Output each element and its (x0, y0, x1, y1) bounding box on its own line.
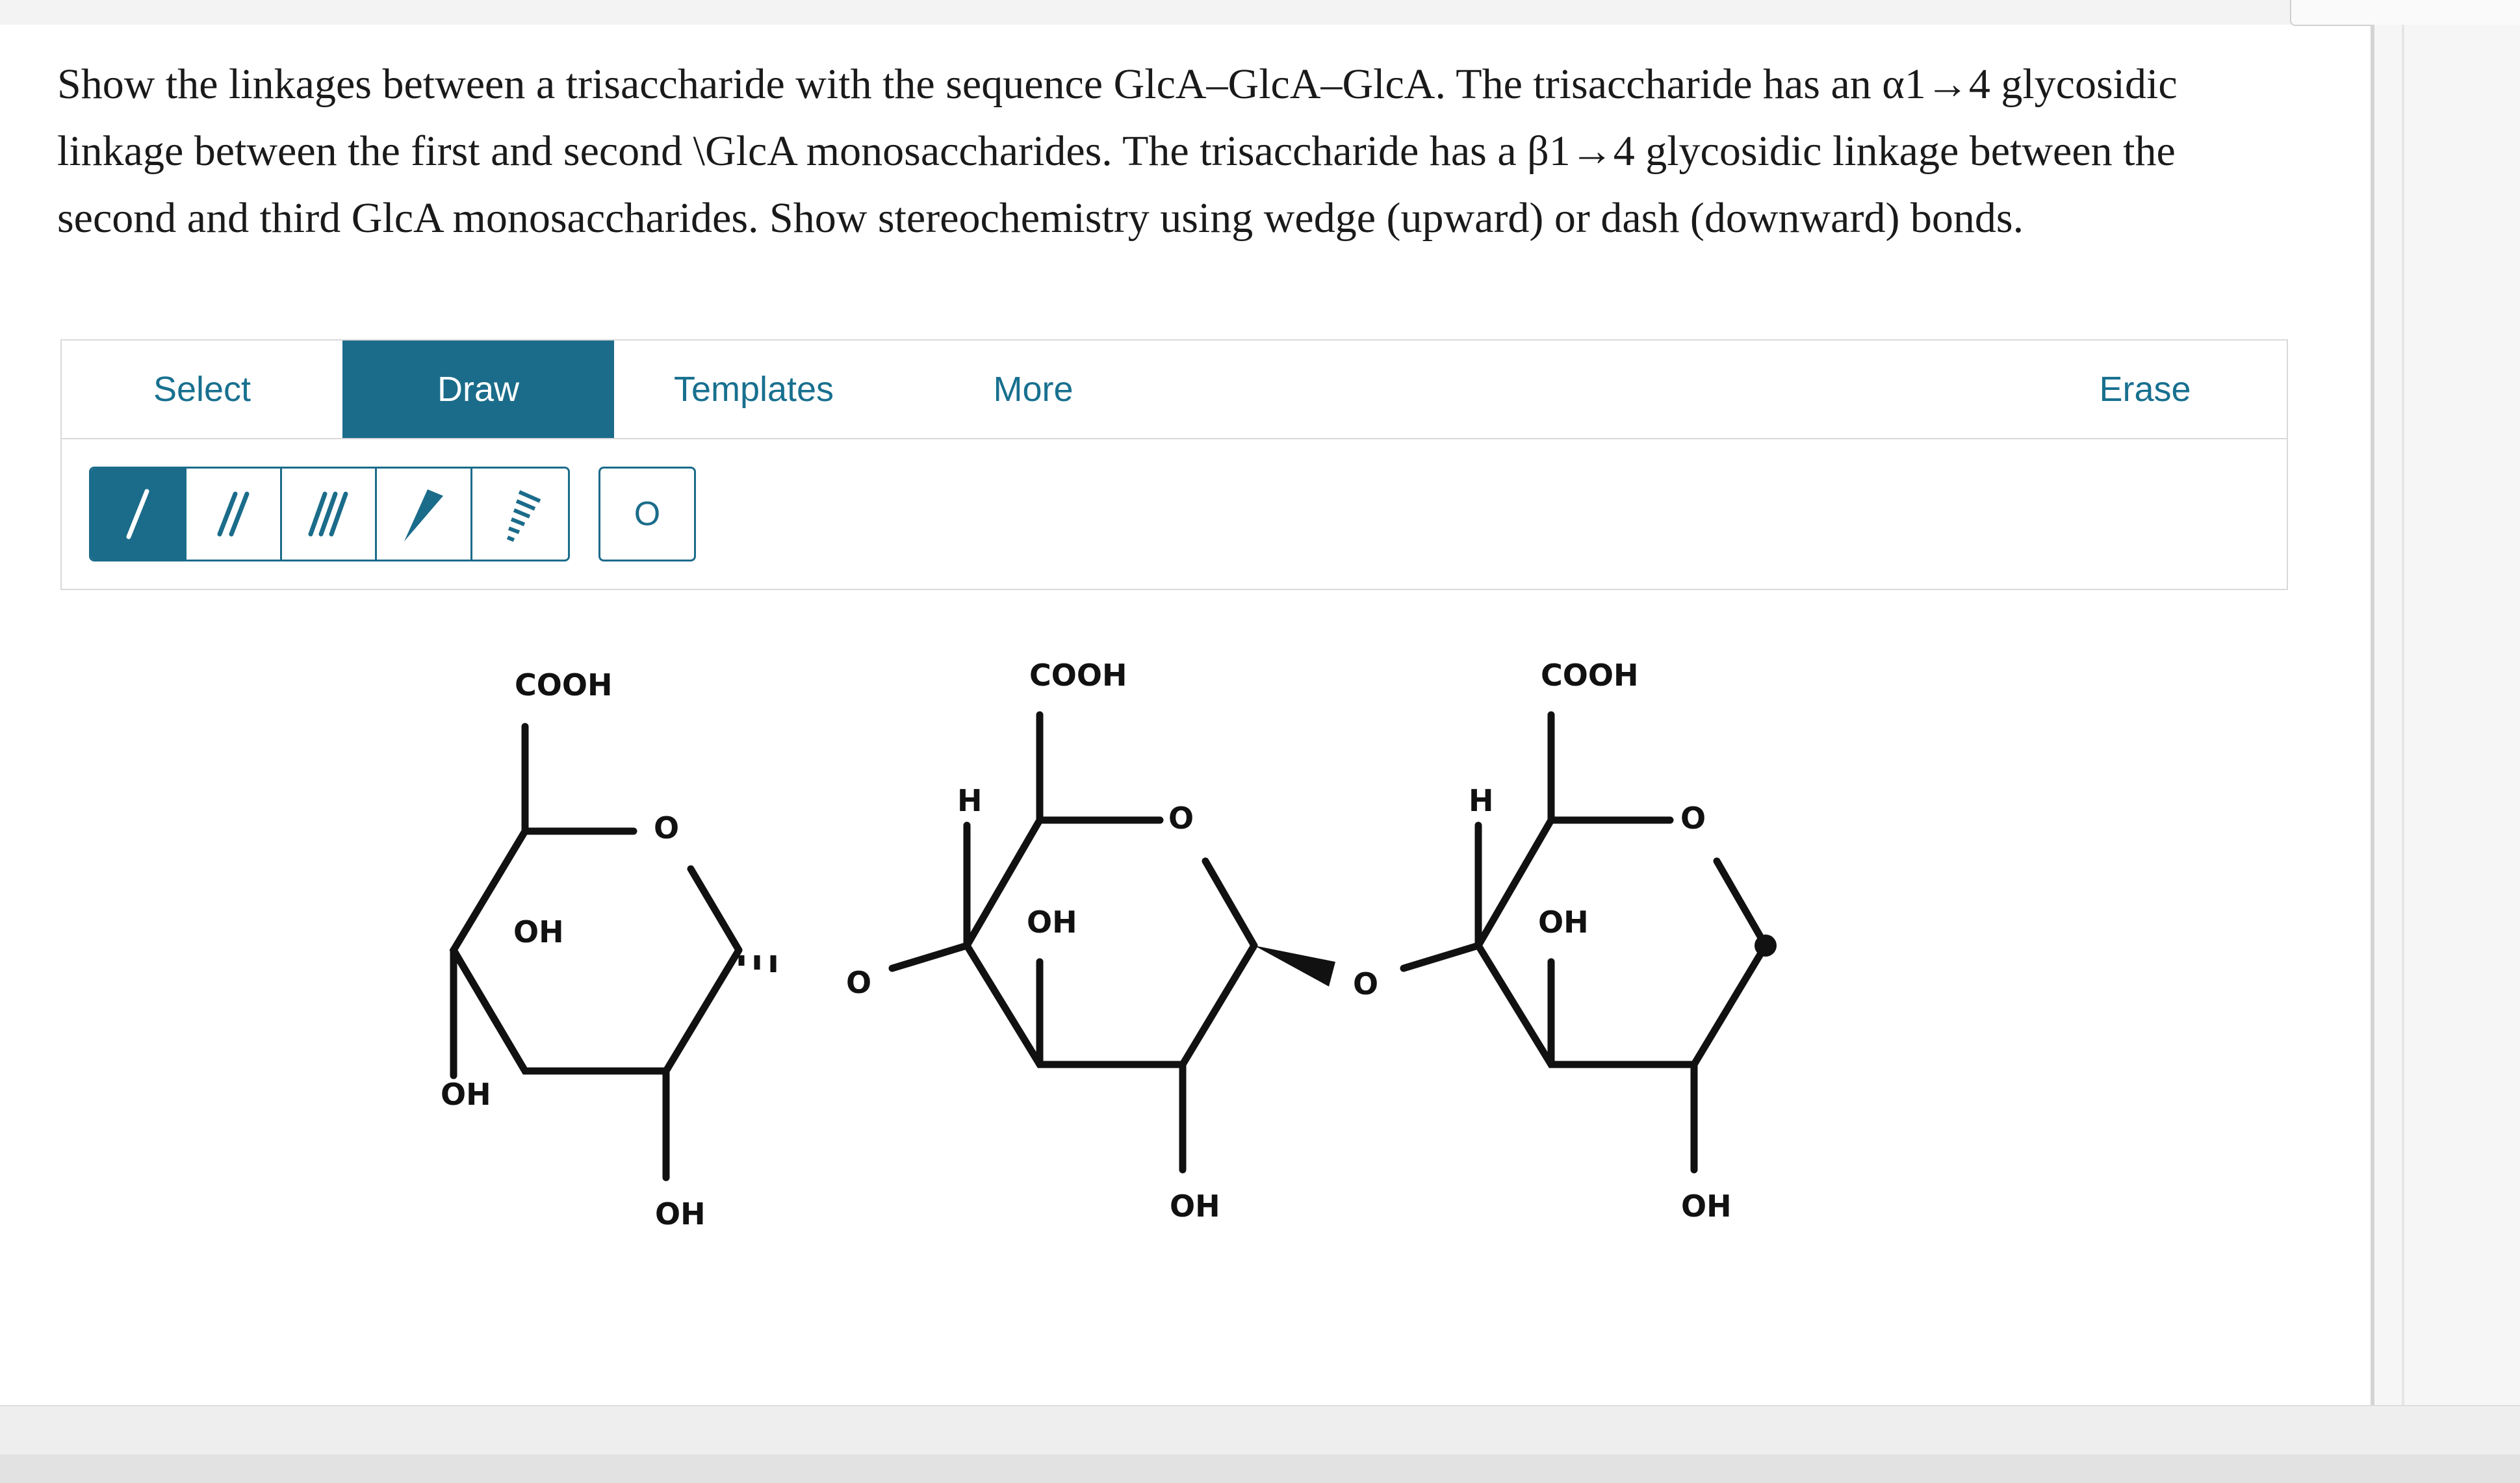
browser-top-strip (0, 0, 2520, 25)
ring-1-oh-bottom-label: OH (655, 1196, 706, 1232)
ring-3-cooh-label: COOH (1541, 658, 1639, 693)
beta-wedge-bond (1254, 946, 1335, 987)
alpha-dash-bond (741, 955, 773, 972)
dash-bond-button[interactable] (472, 469, 568, 560)
panel-border (2371, 25, 2374, 1415)
tab-draw[interactable]: Draw (342, 341, 614, 438)
anomeric-atom-dot (1755, 935, 1777, 957)
ring-2-oh-bottom-label: OH (1170, 1189, 1220, 1224)
ring-2-o-label: O (1168, 801, 1194, 836)
right-scroll-panel (2371, 25, 2520, 1415)
dash-bond-icon (495, 482, 546, 547)
drawing-canvas[interactable] (60, 591, 2288, 1384)
link-o1-bond (892, 946, 967, 968)
ring-3-oh-inner-label: OH (1538, 905, 1589, 940)
ring-3-bonds (1478, 820, 1766, 1064)
drawing-tool-frame (60, 339, 2288, 590)
ring-3-o-label: O (1680, 801, 1706, 836)
trisaccharide-structure[interactable] (60, 591, 2288, 1384)
ring-2-bonds (967, 820, 1254, 1064)
link-o2-bond (1404, 946, 1478, 968)
triple-bond-icon (303, 485, 355, 543)
double-bond-button[interactable] (186, 469, 282, 560)
question-text: Show the linkages between a trisaccharide with the sequence GlcA–GlcA–GlcA. The trisaccharide has an α1→4 glycosidic linkage between the first and second \GlcA monosaccharides. The trisaccharide has a β1→4 glycosidic linkage between the second and third GlcA monosaccharides. Show stereochemistry using wedge (upward) or dash (downward) bonds. (57, 60, 2178, 242)
ring-1-cooh-label: COOH (515, 667, 613, 703)
top-right-panel-corner (2290, 0, 2520, 26)
link-o2-label: O (1353, 966, 1379, 1001)
tab-more[interactable]: More (993, 370, 1074, 409)
tab-select[interactable]: Select (153, 370, 251, 409)
tabs-divider (62, 438, 2287, 439)
horizontal-scrollbar[interactable] (0, 1454, 2520, 1483)
link-o1-label: O (846, 965, 872, 1000)
oxygen-atom-button[interactable]: O (598, 467, 696, 561)
triple-bond-button[interactable] (282, 469, 378, 560)
tab-erase[interactable]: Erase (2099, 370, 2191, 409)
ring-1-oh-left-label: OH (441, 1077, 491, 1112)
bond-tool-group (89, 467, 570, 561)
scrollbar-track[interactable] (2402, 25, 2404, 1415)
ring-1-c2-bond (454, 950, 525, 1071)
ring-2-oh-inner-label: OH (1027, 905, 1077, 940)
ring-1-o-label: O (654, 810, 680, 845)
single-bond-button[interactable] (91, 469, 186, 560)
single-bond-icon (118, 485, 157, 543)
ring-2-h-label: H (957, 783, 983, 818)
ring-2-cooh-label: COOH (1029, 658, 1127, 693)
wedge-bond-icon (398, 482, 450, 547)
tab-templates[interactable]: Templates (673, 370, 834, 409)
ring-1-oh-inner-label: OH (513, 914, 564, 949)
ring-1-bonds (454, 831, 739, 1071)
ring-3-oh-bottom-label: OH (1681, 1189, 1732, 1224)
ring-3-h-label: H (1469, 783, 1494, 818)
wedge-bond-button[interactable] (377, 469, 472, 560)
bottom-bar (0, 1405, 2520, 1483)
double-bond-icon (211, 485, 256, 543)
